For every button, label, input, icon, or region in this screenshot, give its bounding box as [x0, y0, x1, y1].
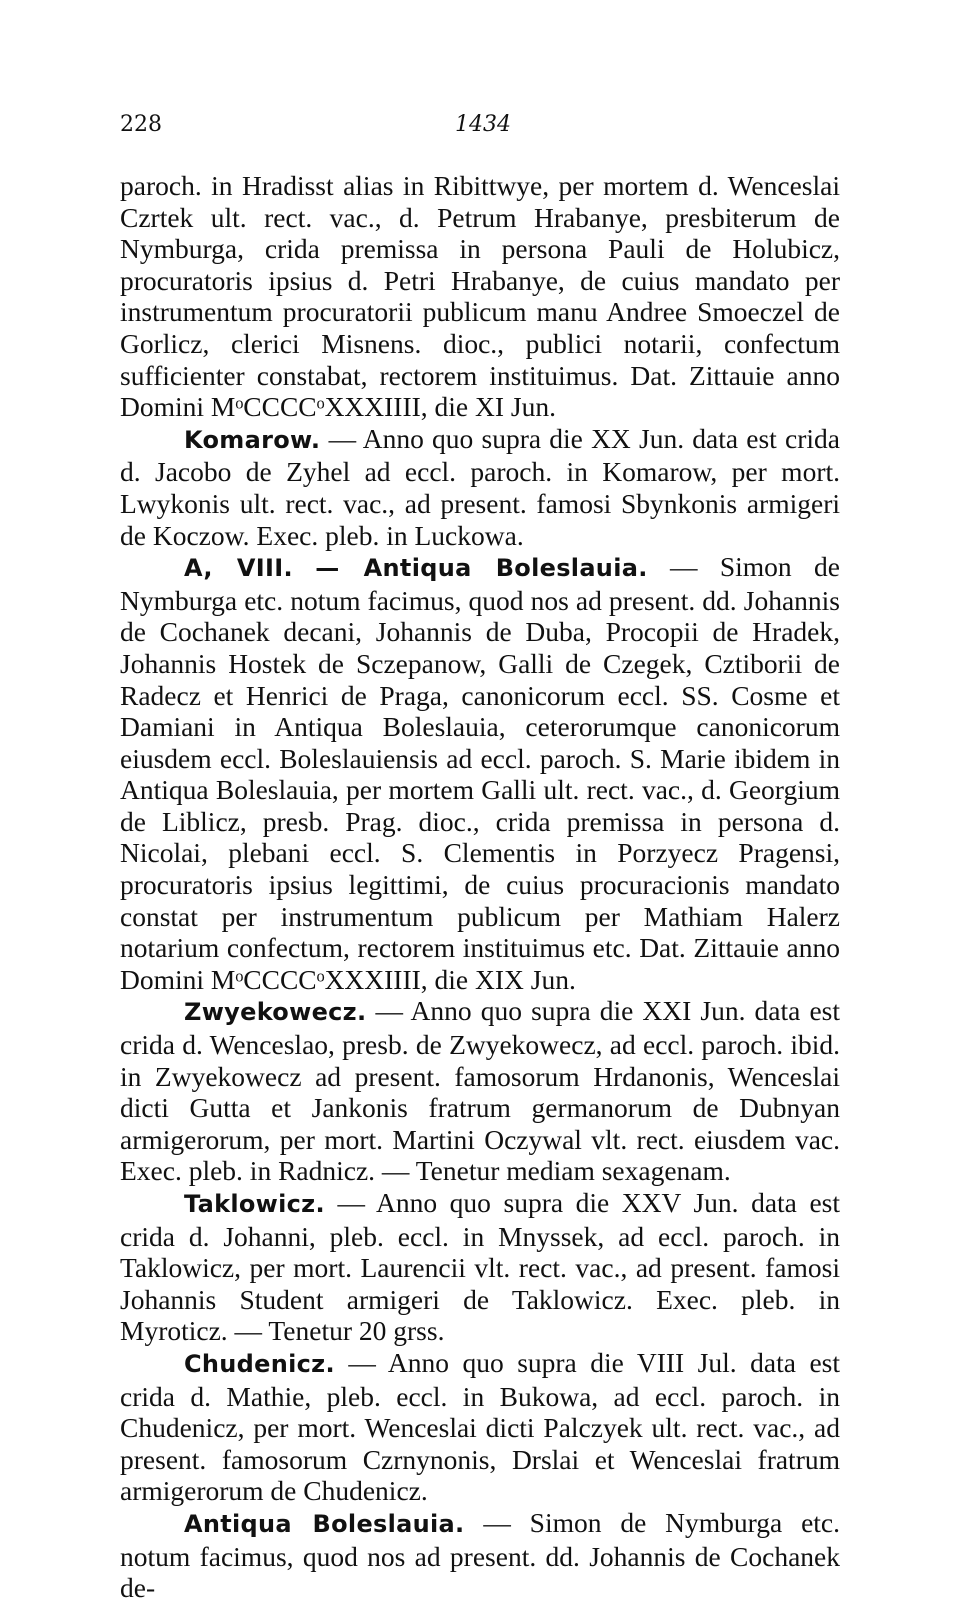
intro-paragraph: paroch. in Hradisst alias in Ribittwye, per mortem d. Wenceslai Czrtek ult. rect. vac., d. Petrum Hrabanye, presbiterum de Nymburga, crida premissa in persona Pauli de Holubicz, procuratoris ipsius d. Petri Hrabanye, de cuius mandato per instrumentum procuratorii publicum manu Andree Smoeczel de Gorlicz, clerici Misnens. dioc., publici notarii, confectum sufficienter constabat, rectorem instituimus. Dat. Zittauie anno Domini MᵒCCCCᵒXXXIIII, die XI Jun. — [120, 170, 840, 423]
entry-zwyekowecz — [120, 995, 840, 1187]
body-text — [120, 170, 840, 1604]
entry-taklowicz — [120, 1187, 840, 1347]
entry-text: — Simon de Nymburga etc. notum facimus, quod nos ad present. dd. Johannis de Cochanek de- — [120, 1506, 841, 1604]
entry-text: — Anno quo supra die XX Jun. data est crida d. Jacobo de Zyhel ad eccl. paroch. in Komarow, per mort. Lwykonis ult. rect. vac., ad present. famosi Sbynkonis armigeri de Koczow. Exec. pleb. in Luckowa. — [120, 422, 840, 551]
entry-text: — Anno quo supra die XXI Jun. data est crida d. Wenceslao, presb. de Zwyekowecz, ad eccl. paroch. ibid. in Zwyekowecz ad present. famosorum Hrdanonis, Wenceslai dicti Gutta et Jankonis fratrum germanorum de Dubnyan armigerorum, per mort. Martini Oczywal vlt. rect. eiusdem vac. Exec. pleb. in Radnicz. — Tenetur mediam sexagenam. — [120, 995, 840, 1187]
entry-heading: — Antiqua Boleslauia. — [315, 554, 648, 583]
entry-antiqua-boleslauia-1 — [120, 551, 840, 995]
entry-heading: Zwyekowecz. — [184, 998, 367, 1027]
entry-text: — Anno quo supra die XXV Jun. data est crida d. Johanni, pleb. eccl. in Mnyssek, ad eccl. paroch. in Taklowicz, per mort. Laurencii vlt. rect. vac., ad present. famosi Johannis Student armigeri de Taklowicz. Exec. pleb. in Myroticz. — Tenetur 20 grss. — [120, 1187, 841, 1347]
entry-heading: Komarow. — [184, 425, 321, 454]
entry-heading: Antiqua Boleslauia. — [184, 1509, 465, 1538]
running-title-year: 1434 — [455, 112, 511, 137]
page-number: 228 — [120, 112, 162, 137]
entry-chudenicz — [120, 1347, 840, 1507]
entry-reference: A, VIII. — [184, 554, 293, 583]
entry-antiqua-boleslauia-2 — [120, 1507, 840, 1604]
running-header — [120, 112, 840, 146]
entry-text: — Simon de Nymburga etc. notum facimus, quod nos ad present. dd. Johannis de Cochanek decani, Johannis de Duba, Procopii de Hradek, Johannis Hostek de Sczepanow, Galli de Czegek, Cztiborii de Radecz et Henrici de Praga, canonicorum eccl. SS. Cosme et Damiani in Antiqua Boleslauia, ceterorumque canonicorum eiusdem eccl. Boleslauiensis ad eccl. paroch. S. Marie ibidem in Antiqua Boleslauia, per mortem Galli ult. rect. vac., d. Georgium de Liblicz, presb. Prag. dioc., crida premissa in persona d. Nicolai, plebani eccl. S. Clementis in Porzyecz Pragensi, procuratoris ipsius legittimi, de cuius procuracionis mandato constat per instrumentum publicum per Mathiam Halerz notarium confectum, rectorem instituimus etc. Dat. Zittauie anno Domini MᵒCCCCᵒXXXIIII, die XIX Jun. — [120, 551, 840, 995]
entry-heading: Chudenicz. — [184, 1349, 335, 1378]
entry-komarow — [120, 423, 840, 551]
entry-heading: Taklowicz. — [184, 1190, 325, 1218]
entry-text: — Anno quo supra die VIII Jul. data est crida d. Mathie, pleb. eccl. in Bukowa, ad eccl. paroch. in Chudenicz, per mort. Wenceslai dicti Palczyek ult. rect. vac., ad present. famosorum Czrnynonis, Drslai et Wenceslai fratrum armigerorum de Chudenicz. — [120, 1346, 840, 1507]
